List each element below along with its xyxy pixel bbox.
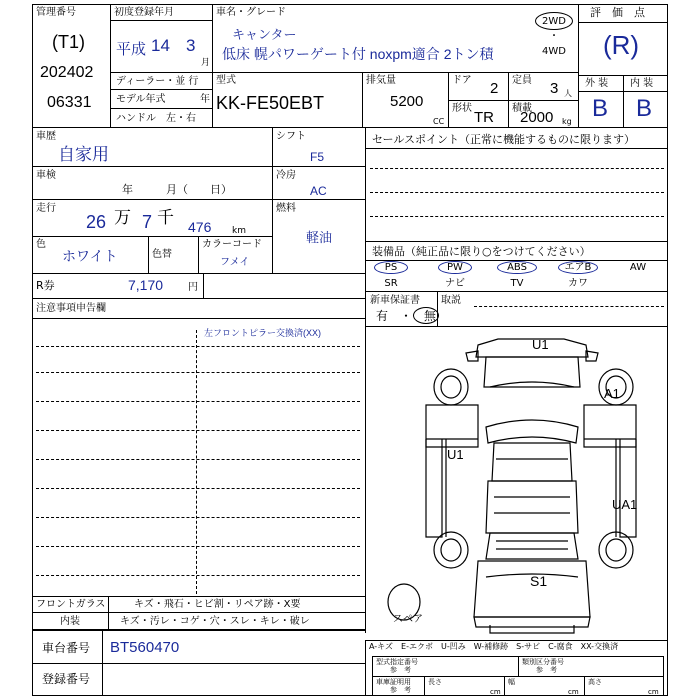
handle-label: ハンドル 左・右: [116, 113, 196, 124]
rule: [110, 4, 111, 128]
soko-sen: 7: [142, 212, 153, 232]
rule: [110, 89, 212, 90]
rule: [424, 676, 425, 696]
ari-nashi: 有 ・ 無: [376, 309, 437, 323]
rule: [32, 127, 668, 128]
shamei-grade-label: 車名・グレード: [216, 7, 286, 18]
diag-s1: S1: [530, 573, 548, 589]
equip-aw: AW: [629, 262, 647, 273]
rule: [365, 291, 668, 292]
katashiki-value: KK-FE50EBT: [216, 93, 325, 113]
naiso-label: 内 装: [630, 78, 654, 89]
color-code-label: カラーコード: [202, 239, 262, 250]
fg-items: キズ・飛石・ヒビ割・リペア跡・X要: [134, 599, 301, 610]
rule: [504, 676, 505, 696]
equip-tv: TV: [510, 278, 524, 289]
color-code-value: フメイ: [220, 257, 250, 268]
dashed-line: [36, 546, 360, 547]
soko-man: 26: [86, 212, 107, 232]
equip-sr: SR: [384, 278, 398, 289]
shaken-label: 車検: [36, 170, 56, 181]
dashed-line: [36, 575, 360, 576]
reibo-label: 冷房: [276, 170, 296, 181]
dashed-line: [474, 306, 664, 307]
cc-label: CC: [433, 117, 445, 126]
equip-navi: ナビ: [445, 278, 465, 289]
shadai-label: 車台番号: [42, 641, 91, 655]
shatai-shomei-label: 車庫証明用: [376, 678, 411, 686]
equip-airbag: エアB: [564, 262, 592, 273]
r-ken-box: [32, 273, 204, 299]
rule: [437, 291, 438, 326]
era: 平成: [116, 41, 147, 58]
door-value: 2: [490, 80, 499, 97]
rule: [108, 596, 109, 630]
iro-value: ホワイト: [62, 248, 118, 264]
dashed-line: [370, 216, 664, 217]
rule: [32, 629, 365, 631]
rule: [362, 72, 363, 128]
shift-value: F5: [310, 150, 325, 164]
shaken-ymd: 年 月（ 日）: [122, 183, 232, 196]
r-ken-value: 7,170: [128, 277, 164, 293]
shareki-value: 自家用: [58, 145, 109, 164]
hyoka-value: (R): [603, 30, 640, 60]
shareki-label: 車歴: [36, 131, 56, 142]
equip-leather: カワ: [568, 278, 588, 289]
kanri-code: (T1): [52, 32, 85, 52]
nenryo-label: 燃料: [276, 203, 296, 214]
damage-legend: A-キズ E-エクボ U-凹み W-補修跡 S-サビ C-腐食 XX-交換済: [369, 642, 619, 651]
naiso-items: キズ・汚レ・コゲ・穴・スレ・キレ・破レ: [120, 616, 310, 627]
rule: [578, 22, 668, 23]
dashed-line: [36, 517, 360, 518]
dashed-line: [36, 372, 360, 373]
km-label: km: [232, 226, 246, 236]
naiso-grade: B: [636, 95, 653, 122]
sen-label: 千: [157, 208, 174, 228]
dashed-line: [36, 346, 360, 347]
two-wd: 2WD: [542, 16, 566, 27]
nagasa-label: 長さ: [428, 678, 442, 686]
toroku-label: 登録番号: [42, 672, 91, 686]
cm-2: cm: [568, 688, 579, 696]
dashed-line: [370, 168, 664, 169]
gaiso-grade: B: [592, 95, 609, 122]
nikkitan-label: 取説: [441, 295, 461, 306]
ruibetsu-label: 類別区分番号: [522, 658, 564, 666]
month-unit: 月: [201, 58, 211, 68]
cm-1: cm: [490, 688, 501, 696]
cm-3: cm: [648, 688, 659, 696]
chui-jiko-label: 注意事項申告欄: [36, 303, 106, 314]
rule: [272, 166, 365, 167]
kanri-num2: 06331: [47, 94, 92, 111]
nenryo-value: 軽油: [306, 230, 333, 245]
rule: [272, 199, 365, 200]
sekisai-value: 2000: [520, 109, 554, 126]
hyoka-label: 評 価 点: [590, 6, 645, 19]
dashed-line: [370, 192, 664, 193]
keijo-value: TR: [474, 109, 494, 126]
car-diagram: [366, 327, 668, 640]
man-label: 万: [114, 208, 131, 228]
haikiryo-value: 5200: [390, 93, 424, 110]
teiin-label: 定員: [512, 75, 532, 86]
kanri-num1: 202402: [40, 64, 94, 81]
rule: [365, 241, 668, 242]
rule: [365, 640, 366, 696]
door-label: ドア: [452, 75, 472, 86]
nin-label: 人: [564, 89, 572, 98]
equip-abs: ABS: [507, 262, 527, 273]
diag-ua1: UA1: [612, 497, 638, 512]
soko-label: 走行: [36, 203, 56, 214]
rule: [110, 20, 212, 21]
sanko-label-2: 参 考: [536, 666, 557, 674]
diag-u1-left: U1: [447, 447, 464, 462]
diag-u1-top: U1: [532, 337, 549, 352]
rule: [508, 100, 509, 128]
irogae-label: 色替: [152, 249, 172, 260]
dashed-line: [36, 430, 360, 431]
rule: [623, 75, 624, 128]
rule: [32, 596, 365, 597]
kg-label: kg: [562, 117, 572, 126]
kanri-bango-label: 管理番号: [36, 7, 76, 18]
sekisai-label: 積載: [512, 103, 532, 114]
rule: [198, 236, 199, 273]
equip-ps: PS: [384, 262, 398, 273]
katashiki-label: 型式: [216, 75, 236, 86]
reg-month: 3: [186, 36, 196, 55]
gaiso-label: 外 装: [585, 78, 609, 89]
naiso2-label: 内装: [60, 616, 80, 627]
rule: [32, 318, 365, 319]
front-glass-label: フロントガラス: [36, 599, 106, 610]
haikiryo-label: 排気量: [366, 75, 396, 86]
rule: [518, 656, 519, 676]
nashi-circle: [413, 307, 439, 324]
rule: [32, 612, 365, 613]
sanko-label-3: 参 考: [390, 686, 411, 694]
equip-pw: PW: [447, 262, 463, 273]
grade: 低床 幌パワーゲート付 noxpm適合 2トン積: [222, 46, 494, 62]
rule: [32, 166, 272, 167]
reibo-value: AC: [310, 184, 327, 198]
shinsha-hoshosho-label: 新車保証書: [370, 295, 420, 306]
nen-label: 年: [200, 94, 210, 105]
car-name: キャンター: [232, 27, 297, 42]
rule: [32, 663, 365, 664]
chui-note: 左フロントピラー交換済(XX): [204, 328, 322, 338]
keijo-label: 形状: [452, 103, 472, 114]
spare-label: スペア: [393, 614, 423, 625]
rule: [148, 236, 149, 273]
shift-label: シフト: [276, 131, 306, 142]
rule: [508, 72, 509, 100]
wd-dot: ・: [549, 31, 559, 42]
rule: [448, 100, 578, 101]
dashed-divider: [196, 330, 197, 594]
dashed-line: [36, 488, 360, 489]
diag-a1: A1: [604, 386, 620, 401]
shadai-value: BT560470: [110, 639, 180, 656]
four-wd: 4WD: [542, 46, 566, 57]
takasa-label: 高さ: [588, 678, 602, 686]
dashed-line: [36, 401, 360, 402]
shodo-toroku-label: 初度登録年月: [114, 7, 174, 18]
rule: [365, 148, 668, 149]
rule: [212, 4, 213, 128]
katashiki-shitei-label: 型式指定番号: [376, 658, 418, 666]
rule: [110, 108, 212, 109]
en-label: 円: [188, 282, 198, 293]
rule: [584, 676, 585, 696]
model-year-label: モデル年式: [116, 94, 166, 105]
r-ken-label: R券: [36, 279, 55, 292]
iro-label: 色: [36, 239, 46, 250]
rule: [372, 676, 664, 677]
sanko-label-1: 参 考: [390, 666, 411, 674]
rule: [102, 631, 103, 696]
haba-label: 幅: [508, 678, 515, 686]
dashed-line: [36, 459, 360, 460]
teiin-value: 3: [550, 80, 559, 97]
dealer-heiko-label: ディーラー・並 行: [116, 76, 199, 87]
reg-year: 14: [151, 36, 170, 55]
sales-point-label: セールスポイント（正常に機能するものに限ります）: [372, 133, 636, 146]
sobihin-label: 装備品（純正品に限り○をつけてください）: [372, 245, 591, 258]
rule: [365, 640, 668, 641]
rule: [272, 127, 273, 273]
soko-km: 476: [188, 219, 212, 235]
rule: [32, 199, 272, 200]
